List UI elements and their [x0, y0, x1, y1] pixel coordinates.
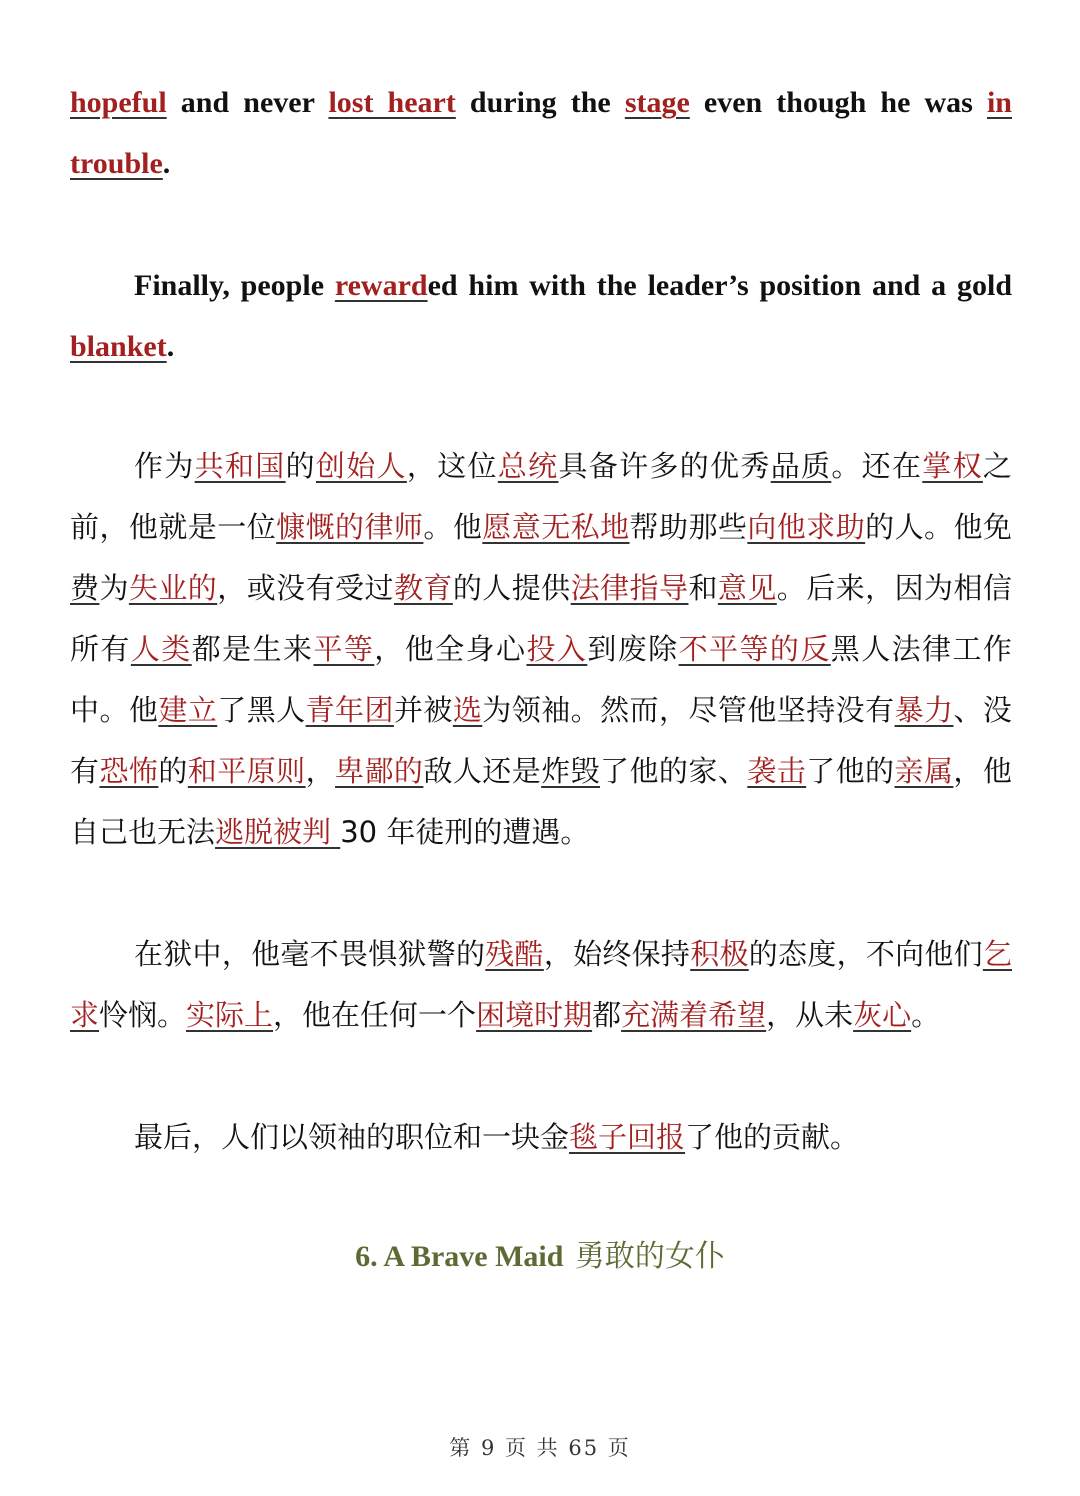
text-run: 怜悯。 — [99, 998, 187, 1032]
text-run: 之前，他就是一位 — [70, 449, 1012, 544]
highlighted-keyword: 积极 — [690, 937, 749, 971]
highlighted-keyword: 困境时期 — [476, 998, 593, 1032]
highlighted-keyword: 失业的 — [128, 571, 218, 605]
text-run: 的态度，不向他们 — [748, 937, 983, 971]
text-run: 了他的家、 — [600, 754, 748, 788]
text-run: 黑人法律工作中。他 — [70, 632, 1012, 727]
highlighted-keyword: 青年团 — [305, 693, 394, 727]
highlighted-keyword: 回报 — [627, 1120, 686, 1154]
text-run: 了他的贡献。 — [685, 1120, 860, 1154]
page-number-footer: 第 9 页 共 65 页 — [449, 1436, 631, 1460]
chinese-paragraph-1 — [70, 436, 1012, 863]
text-run: ，他自己也无法 — [70, 754, 1012, 849]
text-run: 的 — [285, 449, 316, 483]
text-run: 并被 — [393, 693, 453, 727]
english-paragraph-2 — [70, 255, 1012, 377]
text-run: 、没有 — [70, 693, 1012, 788]
text-run: 30 年徒刑的遭遇。 — [340, 815, 590, 849]
text-run: 了黑人 — [217, 693, 306, 727]
text-run: 到废除 — [587, 632, 679, 666]
text-run: 为领袖。然而，尽管他坚持没有 — [482, 693, 895, 727]
text-run: ，这位 — [406, 449, 498, 483]
text-run: 为 — [99, 571, 129, 605]
section-title-english: 6. A Brave Maid — [355, 1240, 564, 1273]
highlighted-keyword: 残酷 — [485, 937, 544, 971]
underlined-text: 费 — [70, 571, 100, 605]
highlighted-keyword: 亲属 — [894, 754, 954, 788]
highlighted-keyword: 法律指导 — [570, 571, 689, 605]
highlighted-keyword: 慷慨的律师 — [276, 510, 424, 544]
text-run: and never — [166, 86, 329, 119]
text-run: 。还在 — [831, 449, 923, 483]
chinese-paragraph-2 — [70, 924, 1012, 1046]
highlighted-keyword: reward — [334, 269, 428, 302]
text-run: 。后来，因为相信所有 — [70, 571, 1012, 666]
text-run: 的人提供 — [452, 571, 571, 605]
highlighted-keyword: stage — [624, 86, 690, 119]
highlighted-keyword: 共和国 — [194, 449, 286, 483]
text-run: . — [162, 147, 171, 180]
text-run: 敌人还是 — [423, 754, 542, 788]
text-run: ， — [305, 754, 336, 788]
text-run: 都是生来 — [191, 632, 314, 666]
highlighted-keyword: 乞求 — [70, 937, 1012, 1032]
highlighted-keyword: 和平原则 — [187, 754, 306, 788]
text-run: during the — [455, 86, 625, 119]
chinese-paragraph-3 — [70, 1107, 1012, 1168]
text-run: ，始终保持 — [543, 937, 691, 971]
highlighted-keyword: 愿意无私地 — [482, 510, 630, 544]
highlighted-keyword: 平等 — [313, 632, 375, 666]
text-run: 都 — [592, 998, 622, 1032]
highlighted-keyword: blanket — [70, 330, 167, 363]
text-run: ，他全身心 — [374, 632, 527, 666]
highlighted-keyword: 选 — [452, 693, 483, 727]
highlighted-keyword: 实际上 — [186, 998, 274, 1032]
text-run: ，或没有受过 — [217, 571, 394, 605]
text-run: 的人。他免 — [865, 510, 1012, 544]
text-run: 的 — [158, 754, 188, 788]
highlighted-keyword: hopeful — [70, 86, 167, 119]
text-run: ed him with the leader’s position and a gold — [427, 269, 1012, 302]
highlighted-keyword: 向他求助 — [747, 510, 866, 544]
text-run: 。他 — [423, 510, 483, 544]
highlighted-keyword: in trouble — [70, 86, 1012, 180]
highlighted-keyword: 投入 — [526, 632, 588, 666]
highlighted-keyword: 教育 — [393, 571, 453, 605]
underlined-text: 品质 — [770, 449, 832, 483]
text-run: 在狱中，他毫不畏惧狱警的 — [134, 937, 486, 971]
text-run: 了他的 — [806, 754, 895, 788]
highlighted-keyword: 人类 — [130, 632, 192, 666]
text-run: 和 — [688, 571, 718, 605]
text-run: ，从未 — [766, 998, 854, 1032]
highlighted-keyword: 不平等的反 — [678, 632, 831, 666]
highlighted-keyword: 掌权 — [922, 449, 983, 483]
highlighted-keyword: 建立 — [158, 693, 218, 727]
highlighted-keyword: 卑鄙的 — [335, 754, 424, 788]
highlighted-keyword: 意见 — [717, 571, 777, 605]
highlighted-keyword: 毯子 — [569, 1120, 628, 1154]
text-run: 。 — [911, 998, 941, 1032]
text-run: Finally, people — [134, 269, 335, 302]
highlighted-keyword: 恐怖 — [99, 754, 159, 788]
highlighted-keyword: 创始人 — [315, 449, 407, 483]
underlined-text: 炸毁 — [541, 754, 601, 788]
highlighted-keyword: 暴力 — [894, 693, 954, 727]
text-run: 具备许多的优秀 — [558, 449, 771, 483]
highlighted-keyword: 总统 — [497, 449, 559, 483]
english-paragraph-1 — [70, 72, 1012, 194]
text-run: 作为 — [134, 449, 195, 483]
text-run: 帮助那些 — [629, 510, 748, 544]
highlighted-keyword: lost heart — [328, 86, 456, 119]
highlighted-keyword: 充满着希望 — [621, 998, 767, 1032]
text-run: . — [166, 330, 175, 363]
text-run: 最后，人们以领袖的职位和一块金 — [134, 1120, 570, 1154]
highlighted-keyword: 逃脱被判 — [215, 815, 341, 849]
section-title-chinese: 勇敢的女仆 — [574, 1239, 725, 1274]
text-run: ，他在任何一个 — [273, 998, 477, 1032]
text-run: even though he was — [689, 86, 987, 119]
section-title — [0, 1232, 1080, 1282]
highlighted-keyword: 袭击 — [747, 754, 807, 788]
highlighted-keyword: 灰心 — [853, 998, 912, 1032]
